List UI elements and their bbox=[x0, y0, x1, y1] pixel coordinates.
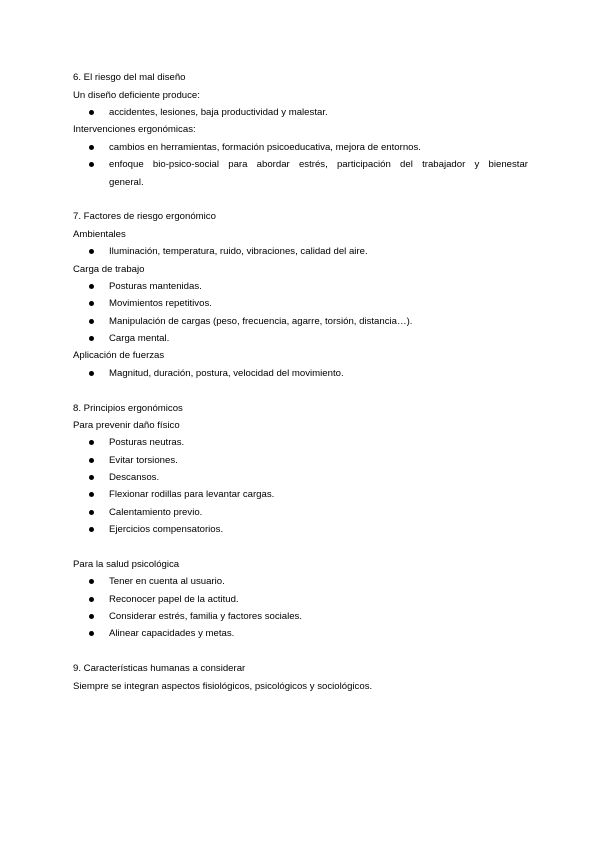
bullet-icon bbox=[89, 576, 94, 588]
bullet-icon bbox=[89, 594, 94, 606]
list-item-continuation: general. bbox=[109, 177, 144, 188]
bullet-icon bbox=[89, 507, 94, 519]
list-item: Manipulación de cargas (peso, frecuencia, agarre, torsión, distancia…). bbox=[109, 316, 413, 327]
bullet-icon bbox=[89, 628, 94, 640]
bullet-icon bbox=[89, 316, 94, 328]
section-8-subheading-1: Para prevenir daño físico bbox=[73, 420, 180, 431]
list-item: Alinear capacidades y metas. bbox=[109, 628, 235, 639]
list-item: Tener en cuenta al usuario. bbox=[109, 576, 225, 587]
bullet-icon bbox=[89, 455, 94, 467]
bullet-icon bbox=[89, 107, 94, 119]
list-item: Posturas mantenidas. bbox=[109, 281, 202, 292]
section-8-subheading-2: Para la salud psicológica bbox=[73, 559, 180, 570]
bullet-icon bbox=[89, 368, 94, 380]
list-item: accidentes, lesiones, baja productividad y malestar. bbox=[109, 107, 328, 118]
section-6-subheading-1: Un diseño deficiente produce: bbox=[73, 90, 200, 101]
list-item: Ejercicios compensatorios. bbox=[109, 524, 224, 535]
section-7-title: 7. Factores de riesgo ergonómico bbox=[73, 211, 216, 222]
bullet-icon bbox=[89, 611, 94, 623]
bullet-icon bbox=[89, 524, 94, 536]
bullet-icon bbox=[89, 472, 94, 484]
list-item: Carga mental. bbox=[109, 333, 170, 344]
list-item: enfoque bio-psico-social para abordar estrés, participación del trabajador y bienestar bbox=[109, 159, 528, 170]
bullet-icon bbox=[89, 159, 94, 171]
list-item: Reconocer papel de la actitud. bbox=[109, 594, 239, 605]
section-9-title: 9. Características humanas a considerar bbox=[73, 663, 246, 674]
bullet-icon bbox=[89, 142, 94, 154]
list-item: Flexionar rodillas para levantar cargas. bbox=[109, 489, 275, 500]
section-7-subheading-1: Ambientales bbox=[73, 229, 126, 240]
list-item: Descansos. bbox=[109, 472, 160, 483]
section-9-text: Siempre se integran aspectos fisiológicos, psicológicos y sociológicos. bbox=[73, 681, 373, 692]
bullet-icon bbox=[89, 333, 94, 345]
section-6-title: 6. El riesgo del mal diseño bbox=[73, 72, 186, 83]
list-item: Evitar torsiones. bbox=[109, 455, 178, 466]
bullet-icon bbox=[89, 298, 94, 310]
section-8-title: 8. Principios ergonómicos bbox=[73, 403, 183, 414]
list-item: cambios en herramientas, formación psicoeducativa, mejora de entornos. bbox=[109, 142, 421, 153]
section-7-subheading-3: Aplicación de fuerzas bbox=[73, 350, 165, 361]
list-item: Posturas neutras. bbox=[109, 437, 185, 448]
list-item: Magnitud, duración, postura, velocidad del movimiento. bbox=[109, 368, 344, 379]
list-item: Iluminación, temperatura, ruido, vibraciones, calidad del aire. bbox=[109, 246, 368, 257]
list-item: Calentamiento previo. bbox=[109, 507, 203, 518]
list-item: Considerar estrés, familia y factores sociales. bbox=[109, 611, 303, 622]
bullet-icon bbox=[89, 281, 94, 293]
section-7-subheading-2: Carga de trabajo bbox=[73, 264, 145, 275]
list-item: Movimientos repetitivos. bbox=[109, 298, 212, 309]
section-6-subheading-2: Intervenciones ergonómicas: bbox=[73, 124, 196, 135]
bullet-icon bbox=[89, 246, 94, 258]
bullet-icon bbox=[89, 489, 94, 501]
bullet-icon bbox=[89, 437, 94, 449]
